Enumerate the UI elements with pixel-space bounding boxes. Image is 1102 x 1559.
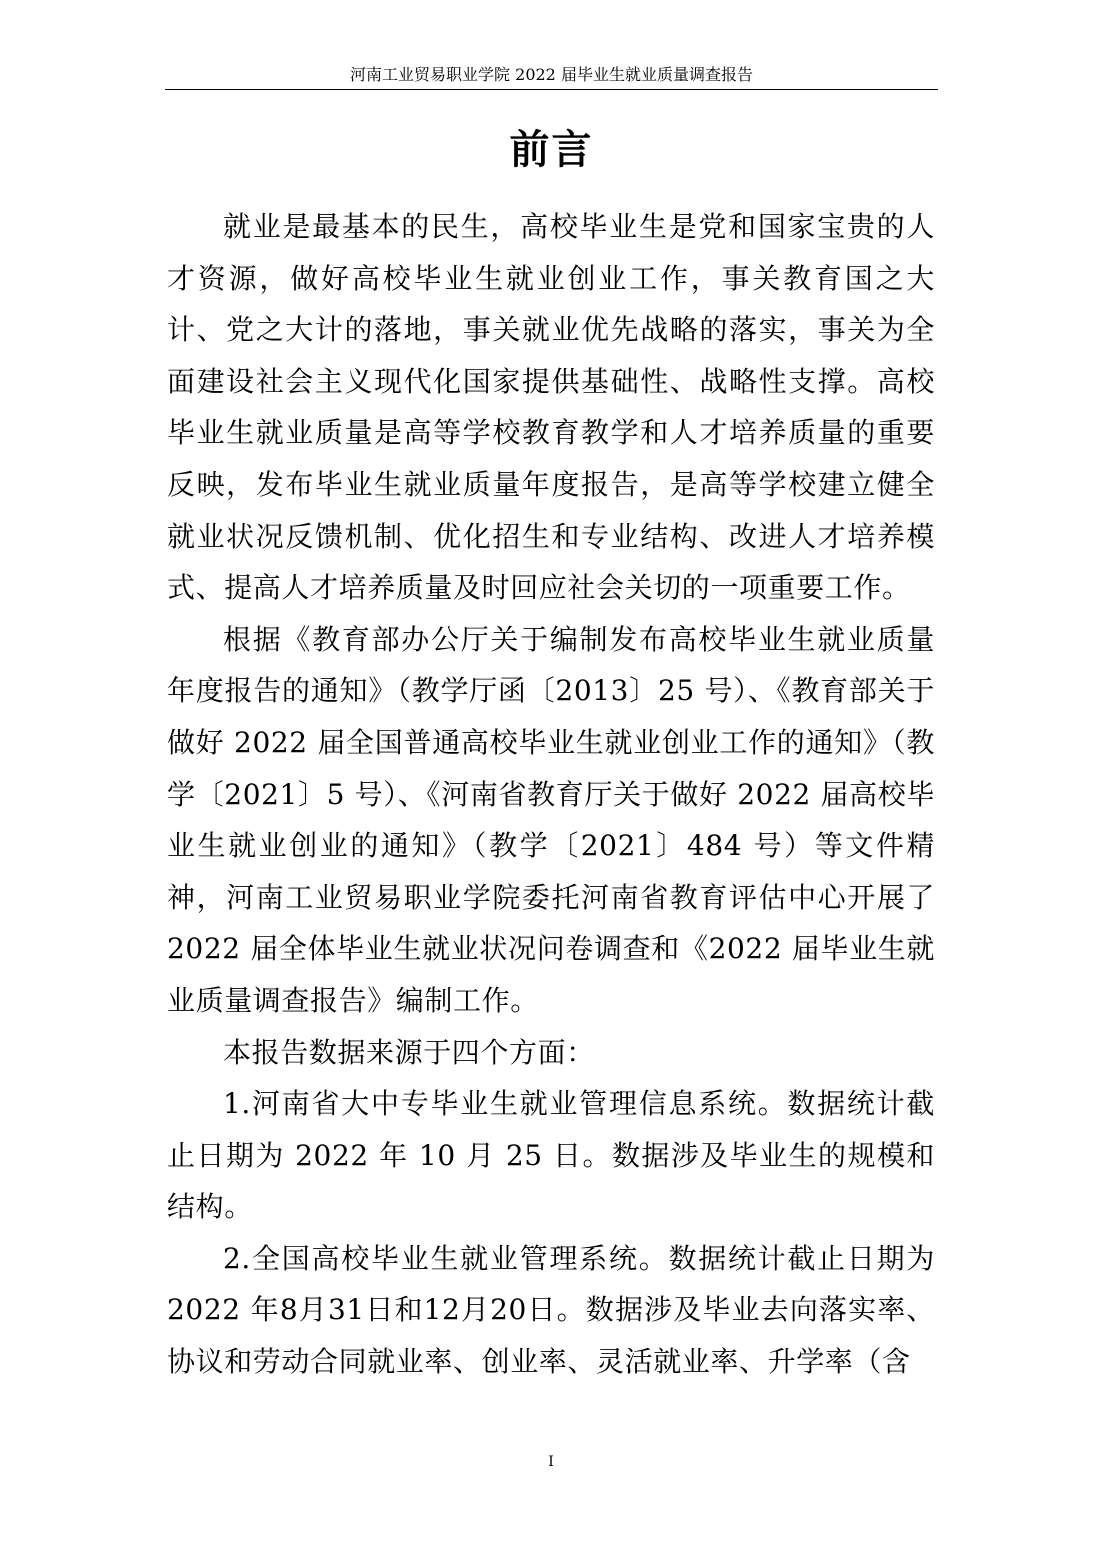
paragraph-basis: 根据《教育部办公厅关于编制发布高校毕业生就业质量年度报告的通知》（教学厅函〔2013〕25 号）、《教育部关于做好 2022 届全国普通高校毕业生就业创业工作的通知》（教学〔2021〕5 号）、《河南省教育厅关于做好 2022 届高校毕业生就业创业的通知》（教学〔2021〕484 号）等文件精神，河南工业贸易职业学院委托河南省教育评估中心开展了 2022 届全体毕业生就业状况问卷调查和《2022 届毕业生就业质量调查报告》编制工作。	[167, 622, 935, 1017]
header-rule	[165, 89, 938, 90]
paragraph-data-sources: 本报告数据来源于四个方面：	[223, 1035, 595, 1069]
page-number: I	[548, 1454, 554, 1470]
paragraph-intro: 就业是最基本的民生，高校毕业生是党和国家宝贵的人才资源，做好高校毕业生就业创业工作，事关教育国之大计、党之大计的落地，事关就业优先战略的落实，事关为全面建设社会主义现代化国家提供基础性、战略性支撑。高校毕业生就业质量是高等学校教育教学和人才培养质量的重要反映，发布毕业生就业质量年度报告，是高等学校建立健全就业状况反馈机制、优化招生和专业结构、改进人才培养模式、提高人才培养质量及时回应社会关切的一项重要工作。	[167, 210, 935, 605]
paragraph-source-1: 1.河南省大中专毕业生就业管理信息系统。数据统计截止日期为 2022 年 10 月 25 日。数据涉及毕业生的规模和结构。	[167, 1087, 935, 1224]
page-title: 前言	[509, 126, 594, 173]
body-text	[167, 201, 935, 1388]
paragraph-source-2: 2.全国高校毕业生就业管理系统。数据统计截止日期为 2022 年8月31日和12月20日。数据涉及毕业去向落实率、协议和劳动合同就业率、创业率、灵活就业率、升学率（含	[167, 1241, 935, 1379]
running-header: 河南工业贸易职业学院 2022 届毕业生就业质量调查报告	[350, 65, 753, 84]
